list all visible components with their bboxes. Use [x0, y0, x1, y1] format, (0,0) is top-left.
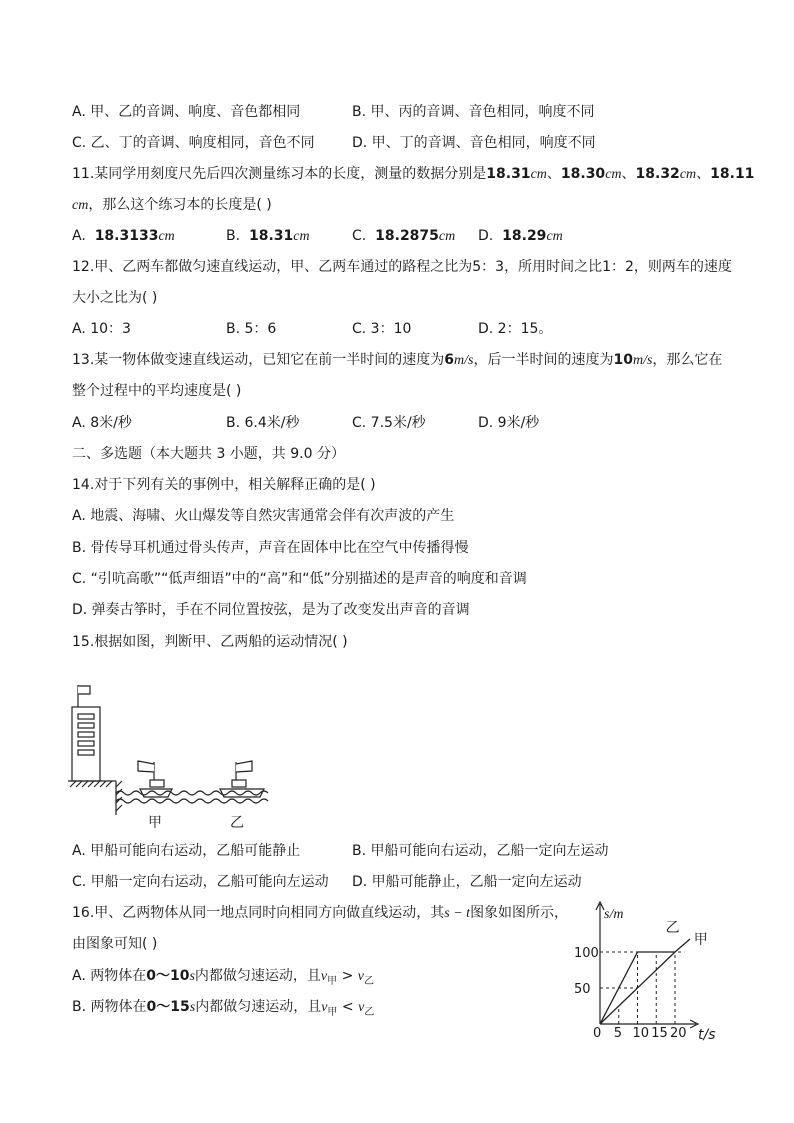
q14-option-d: D. 弹奏古筝时，手在不同位置按弦，是为了改变发出声音的音调	[72, 602, 470, 618]
q13-stem-line1: 13.某一物体做变速直线运动，已知它在前一半时间的速度为6m/s，后一半时间的速度为10m/s，那么它在	[72, 352, 723, 368]
q14-stem: 14.对于下列有关的事例中，相关解释正确的是( )	[72, 477, 376, 493]
x-tick-label: 10	[632, 1026, 650, 1041]
q13-stem-line2: 整个过程中的平均速度是( )	[72, 383, 242, 399]
y-axis-label	[604, 907, 623, 922]
q15-stem: 15.根据如图，判断甲、乙两船的运动情况( )	[72, 634, 348, 650]
q14-option-b: B. 骨传导耳机通过骨头传声，声音在固体中比在空气中传播得慢	[72, 540, 469, 556]
x-tick-label: 20	[670, 1026, 687, 1041]
x-tick-label: 15	[651, 1026, 668, 1041]
q10-option-b: B. 甲、丙的音调、音色相同，响度不同	[352, 104, 595, 120]
boat-jia-label: 甲	[148, 815, 162, 831]
x-tick-label: 5	[613, 1026, 623, 1041]
q13-option-c: C. 7.5米/秒	[352, 415, 426, 431]
q11-stem-line1: 11.某同学用刻度尺先后四次测量练习本的长度，测量的数据分别是18.31cm、18.30cm、18.32cm、18.11	[72, 166, 755, 182]
q15-option-c: C. 甲船一定向右运动，乙船可能向左运动	[72, 874, 329, 890]
q12-stem-line2: 大小之比为( )	[72, 290, 158, 306]
q16-stem-line1: 16.甲、乙两物体从同一地点同时向相同方向做直线运动，其s − t图象如图所示，	[72, 905, 569, 921]
q12-option-a: A. 10：3	[72, 321, 131, 337]
q13-option-b: B. 6.4米/秒	[226, 415, 300, 431]
q10-option-a: A. 甲、乙的音调、响度、音色都相同	[72, 104, 301, 120]
q10-option-c: C. 乙、丁的音调、响度相同，音色不同	[72, 135, 315, 151]
q11-option-c: C. 18.2875cm	[352, 228, 456, 244]
q15-option-b: B. 甲船可能向右运动，乙船一定向左运动	[352, 843, 609, 859]
st-graph	[560, 896, 730, 1046]
q16-stem-line2: 由图象可知( )	[72, 936, 158, 952]
q12-option-b: B. 5：6	[226, 321, 277, 337]
x-axis-label: t/s	[698, 1027, 716, 1043]
y-tick-label: 50	[574, 982, 591, 997]
y-tick-label: 100	[574, 946, 599, 961]
q12-option-d: D. 2：15。	[478, 321, 553, 337]
q13-option-d: D. 9米/秒	[478, 415, 540, 431]
origin-label: 0	[593, 1026, 602, 1041]
q15-figure	[64, 685, 278, 835]
q14-option-c: C. “引吭高歌”“低声细语”中的“高”和“低”分别描述的是声音的响度和音调	[72, 571, 527, 587]
q12-option-c: C. 3：10	[352, 321, 412, 337]
y-axis-label-text: s/m	[604, 907, 624, 922]
boat-yi-label: 乙	[230, 815, 244, 831]
q11-stem-line2: cm，那么这个练习本的长度是( )	[72, 197, 272, 213]
q11-option-d: D. 18.29cm	[478, 228, 563, 244]
q11-option-a: A. 18.3133cm	[72, 228, 175, 244]
q12-stem-line1: 12.甲、乙两车都做匀速直线运动，甲、乙两车通过的路程之比为5：3，所用时间之比1：2，则两车的速度	[72, 259, 732, 275]
series-jia-label: 甲	[693, 932, 708, 949]
q16-option-b: B. 两物体在0～15s内都做匀速运动，且$v_甲 < v_乙$	[72, 999, 375, 1018]
q13-option-a: A. 8米/秒	[72, 415, 132, 431]
q11-option-b: B. 18.31cm	[226, 228, 310, 244]
q15-option-d: D. 甲船可能静止，乙船一定向左运动	[352, 874, 582, 890]
section-title: 二、多选题（本大题共 3 小题，共 9.0 分）	[72, 446, 345, 462]
q10-option-d: D. 甲、丁的音调、音色相同，响度不同	[352, 135, 596, 151]
q16-option-a: A. 两物体在0～10s内都做匀速运动，且$v_甲 > v_乙$	[72, 968, 374, 987]
series-line-jia-ext	[675, 939, 690, 952]
q15-option-a: A. 甲船可能向右运动，乙船可能静止	[72, 843, 301, 859]
series-yi-label: 乙	[665, 919, 680, 936]
q14-option-a: A. 地震、海啸、火山爆发等自然灾害通常会伴有次声波的产生	[72, 508, 455, 524]
